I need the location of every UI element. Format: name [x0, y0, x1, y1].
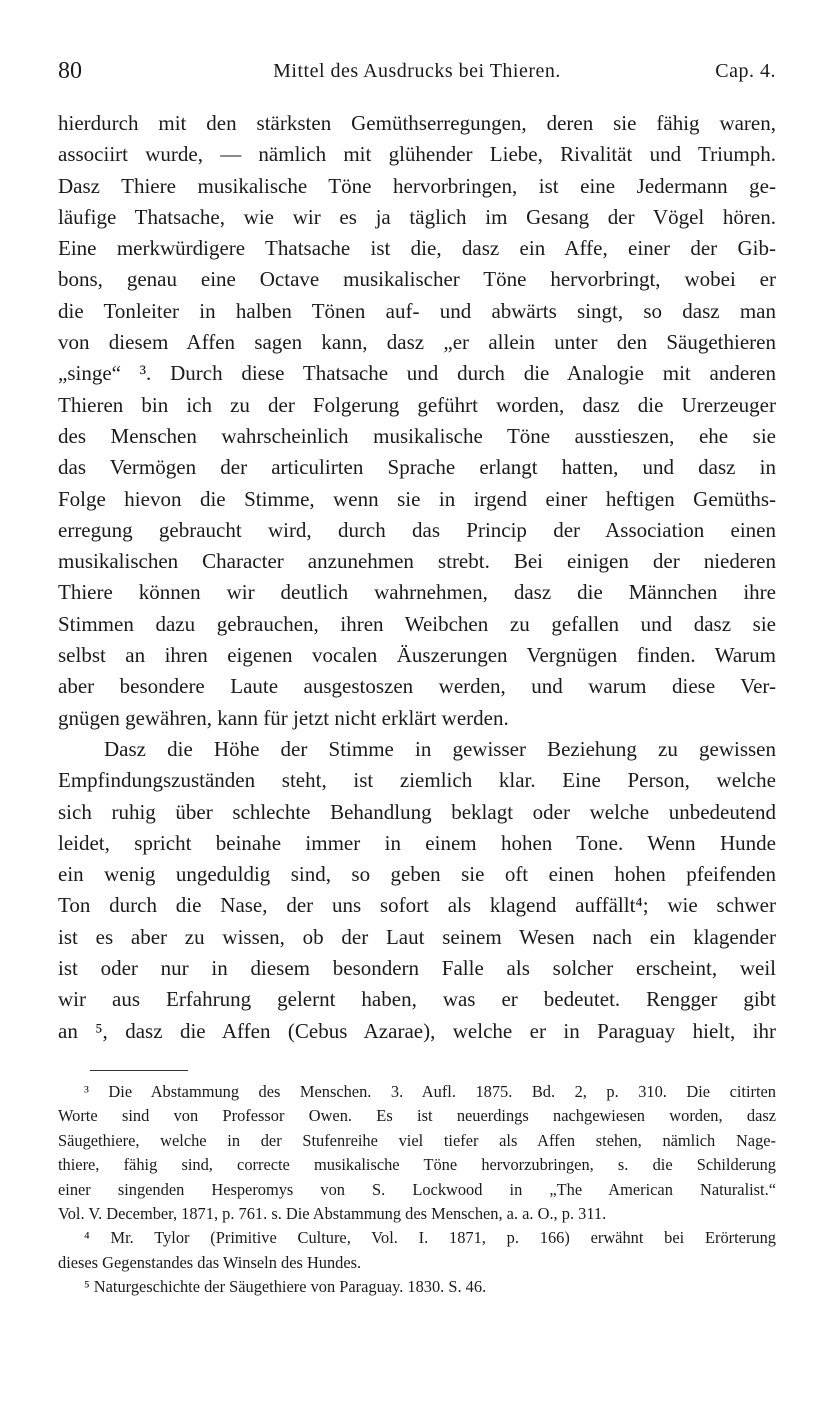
body-line: associirt wurde, — nämlich mit glühender Liebe, Rivalität und Triumph.: [58, 142, 776, 167]
body-line: Thiere können wir deutlich wahrnehmen, dasz die Männchen ihre: [58, 580, 776, 605]
body-line: leidet, spricht beinahe immer in einem hohen Tone. Wenn Hunde: [58, 830, 776, 855]
footnote-4-line: ⁴ Mr. Tylor (Primitive Culture, Vol. I. 1871, p. 166) erwähnt bei Erörterung: [84, 1228, 776, 1248]
body-line: erregung gebraucht wird, durch das Princip der Association einen: [58, 517, 776, 542]
footnote-line: thiere, fähig sind, correcte musikalische Töne hervorzubringen, s. die Schilderung: [58, 1155, 776, 1175]
body-line: Empfindungszuständen steht, ist ziemlich klar. Eine Person, welche: [58, 768, 776, 793]
body-line: musikalischen Character anzunehmen strebt. Bei einigen der niederen: [58, 549, 776, 574]
body-line: sich ruhig über schlechte Behandlung beklagt oder welche unbedeutend: [58, 799, 776, 824]
body-line: selbst an ihren eigenen vocalen Äuszerungen Vergnügen finden. Warum: [58, 643, 776, 668]
footnote-5-line: ⁵ Naturgeschichte der Säugethiere von Paraguay. 1830. S. 46.: [84, 1277, 487, 1297]
body-line: hierdurch mit den stärksten Gemüthserregungen, deren sie fähig waren,: [58, 111, 776, 135]
body-line: ist es aber zu wissen, ob der Laut seinem Wesen nach ein klagender: [58, 924, 776, 949]
running-title: Mittel des Ausdrucks bei Thieren.: [273, 60, 561, 82]
body-text: [58, 108, 776, 1047]
body-line: des Menschen wahrscheinlich musikalische Töne ausstieszen, ehe sie: [58, 423, 776, 448]
body-line: „singe“ ³. Durch diese Thatsache und durch die Analogie mit anderen: [58, 361, 776, 386]
body-line: läufige Thatsache, wie wir es ja täglich im Gesang der Vögel hören.: [58, 204, 776, 229]
footnote-divider: [90, 1070, 188, 1071]
body-line: das Vermögen der articulirten Sprache erlangt hatten, und dasz in: [58, 455, 776, 480]
footnote-3-line: ³ Die Abstammung des Menschen. 3. Aufl. 1875. Bd. 2, p. 310. Die citirten: [84, 1082, 776, 1101]
chapter-label: Cap. 4.: [715, 60, 776, 82]
body-line: ist oder nur in diesem besondern Falle als solcher erscheint, weil: [58, 956, 776, 981]
footnote-line: einer singenden Hesperomys von S. Lockwood in „The American Naturalist.“: [58, 1179, 776, 1199]
body-line: Ton durch die Nase, der uns sofort als klagend auffällt⁴; wie schwer: [58, 893, 776, 918]
body-line: an ⁵, dasz die Affen (Cebus Azarae), welche er in Paraguay hielt, ihr: [58, 1018, 776, 1043]
footnote-line: Worte sind von Professor Owen. Es ist neuerdings nachgewiesen worden, dasz: [58, 1106, 776, 1126]
body-line: Eine merkwürdigere Thatsache ist die, dasz ein Affe, einer der Gib-: [58, 236, 776, 261]
footnotes: [58, 1080, 776, 1300]
body-line: von diesem Affen sagen kann, dasz „er allein unter den Säugethieren: [58, 330, 776, 355]
body-line: Stimmen dazu gebrauchen, ihren Weibchen zu gefallen und dasz sie: [58, 611, 776, 636]
body-line: aber besondere Laute ausgestoszen werden, und warum diese Ver-: [58, 674, 776, 699]
body-line: ein wenig ungeduldig sind, so geben sie oft einen hohen pfeifenden: [58, 862, 776, 887]
body-line: bons, genau eine Octave musikalischer Töne hervorbringt, wobei er: [58, 267, 776, 292]
page-number: 80: [58, 58, 82, 84]
footnote-line: dieses Gegenstandes das Winseln des Hundes.: [58, 1252, 362, 1272]
body-line: Thieren bin ich zu der Folgerung geführt worden, dasz die Urerzeuger: [58, 392, 776, 417]
body-line: Folge hievon die Stimme, wenn sie in irgend einer heftigen Gemüths-: [58, 486, 776, 511]
paragraph-start-line: Dasz die Höhe der Stimme in gewisser Beziehung zu gewissen: [104, 736, 776, 761]
body-line: gnügen gewähren, kann für jetzt nicht erklärt werden.: [58, 705, 509, 730]
body-line: die Tonleiter in halben Tönen auf- und abwärts singt, so dasz man: [58, 298, 776, 323]
page-header: [58, 58, 776, 88]
body-line: wir aus Erfahrung gelernt haben, was er bedeutet. Rengger gibt: [58, 987, 776, 1012]
footnote-line: Vol. V. December, 1871, p. 761. s. Die Abstammung des Menschen, a. a. O., p. 311.: [58, 1203, 607, 1223]
body-line: Dasz Thiere musikalische Töne hervorbringen, ist eine Jedermann ge-: [58, 173, 776, 198]
footnote-line: Säugethiere, welche in der Stufenreihe viel tiefer als Affen stehen, nämlich Nage-: [58, 1130, 776, 1150]
